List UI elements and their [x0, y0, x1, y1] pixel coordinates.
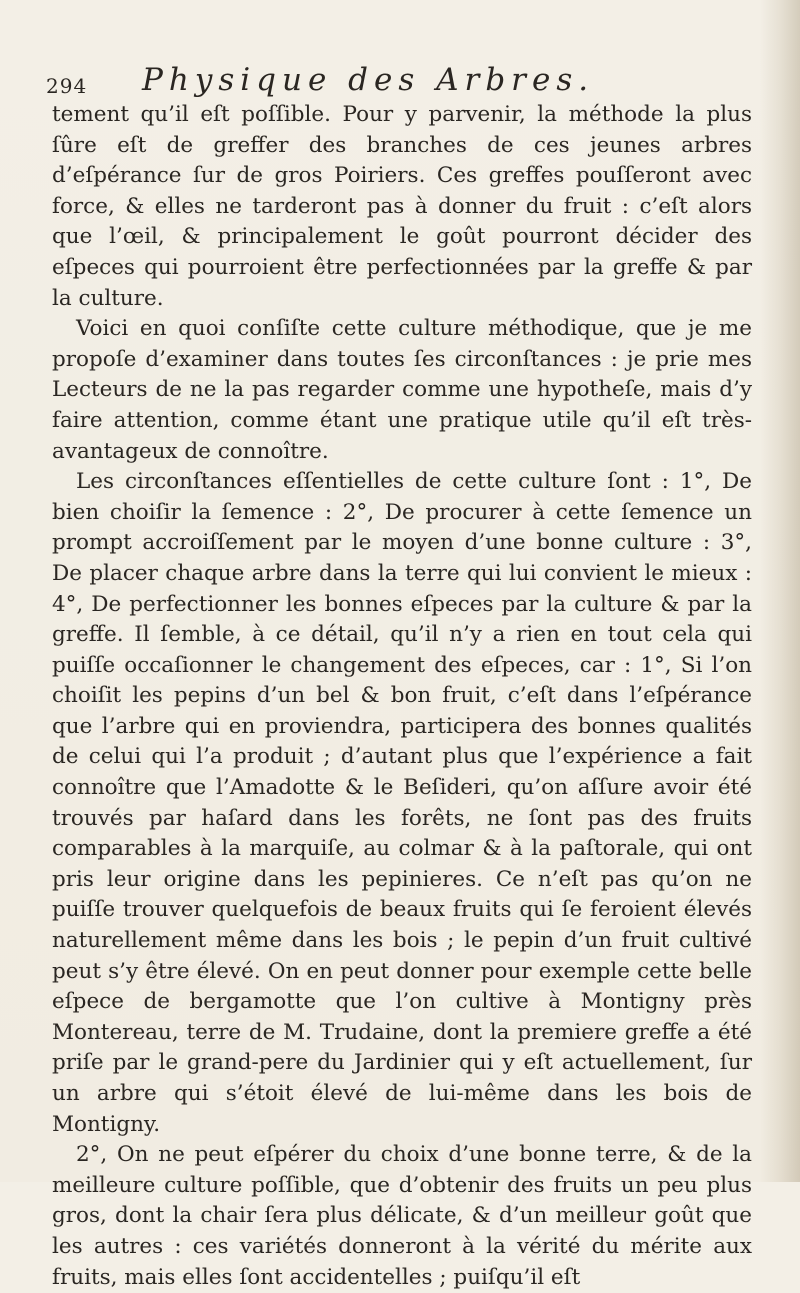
body-text — [52, 100, 752, 1293]
paragraph-second-point: 2°, On ne peut eſpérer du choix d’une bonne terre, & de la meilleure culture poſſible, que d’obtenir des fruits un peu plus gros, dont la chair ſera plus délicate, & d’un meilleur goût que les autres : ces variétés donneront à la vérité du mérite aux fruits, mais elles ſont accidentelles ; puiſqu’il eſt — [52, 1142, 752, 1290]
page-number: 294 — [46, 74, 88, 98]
paragraph-culture-methodique: Voici en quoi conſiſte cette culture méthodique, que je me propoſe d’examiner dans toutes ſes circonſtances : je prie mes Lecteurs de ne la pas regarder comme une hypotheſe, mais d’y faire attention, comme étant une pratique utile qu’il eſt très-avantageux de connoître. — [52, 316, 752, 464]
paragraph-continuation: tement qu’il eſt poſſible. Pour y parvenir, la méthode la plus ſûre eſt de greffer des branches de ces jeunes arbres d’eſpérance ſur de gros Poiriers. Ces greffes pouſſeront avec force, & elles ne tarderont pas à donner du fruit : c’eſt alors que l’œil, & principalement le goût pourront décider des eſpeces qui pourroient être perfectionnées par la greffe & par la culture. — [52, 102, 752, 311]
paragraph-circonstances: Les circonſtances eſſentielles de cette culture ſont : 1°, De bien choiſir la ſemence : 2°, De procurer à cette ſemence un prompt accroiſſement par le moyen d’une bonne culture : 3°, De placer chaque arbre dans la terre qui lui convient le mieux : 4°, De perfectionner les bonnes eſpeces par la culture & par la greffe. Il ſemble, à ce détail, qu’il n’y a rien en tout cela qui puiſſe occaſionner le changement des eſpeces, car : 1°, Si l’on choiſit les pepins d’un bel & bon fruit, c’eſt dans l’eſpérance que l’arbre qui en proviendra, participera des bonnes qualités de celui qui l’a produit ; d’autant plus que l’expérience a fait connoître que l’Amadotte & le Beſideri, qu’on aſſure avoir été trouvés par haſard dans les forêts, ne ſont pas des fruits comparables à la marquiſe, au colmar & à la paſtorale, qui ont pris leur origine dans les pepinieres. Ce n’eſt pas qu’on ne puiſſe trouver quelquefois de beaux fruits qui ſe feroient élevés naturellement même dans les bois ; le pepin d’un fruit cultivé peut s’y être élevé. On en peut donner pour exemple cette belle eſpece de bergamotte que l’on cultive à Montigny près Montereau, terre de M. Trudaine, dont la premiere greffe a été priſe par le grand-pere du Jardinier qui y eſt actuellement, ſur un arbre qui s’étoit élevé de lui-même dans les bois de Montigny. — [52, 469, 752, 1137]
page-header — [46, 58, 746, 98]
running-title: Physique des Arbres. — [142, 62, 595, 98]
